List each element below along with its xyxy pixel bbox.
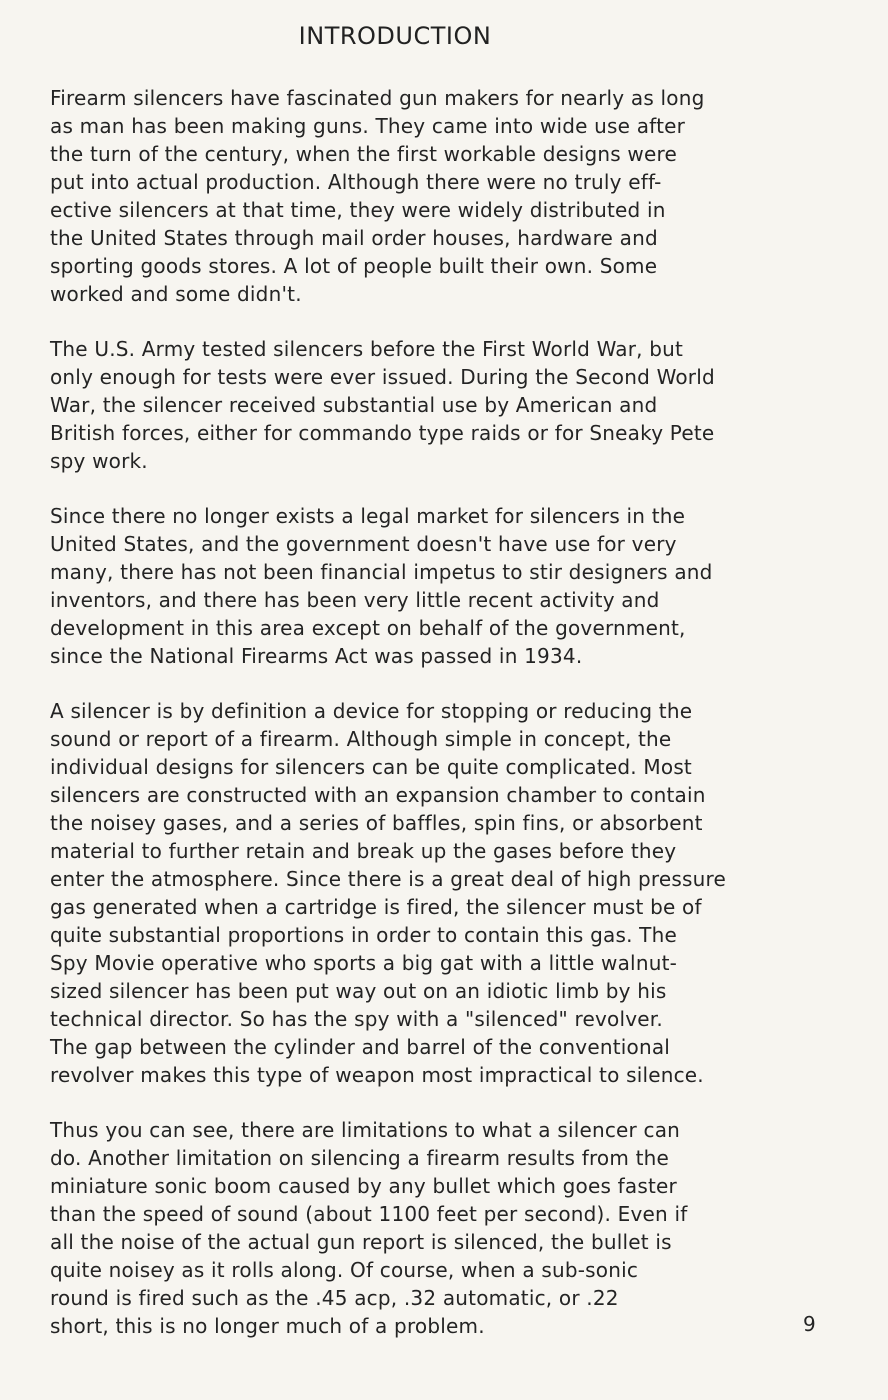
text-line: War, the silencer received substantial use by American and xyxy=(50,393,658,417)
text-line: The U.S. Army tested silencers before the First World War, but xyxy=(50,337,684,361)
page-title: INTRODUCTION xyxy=(298,22,492,50)
text-line: gas generated when a cartridge is fired, the silencer must be of xyxy=(50,895,702,919)
text-line: revolver makes this type of weapon most impractical to silence. xyxy=(50,1063,704,1087)
text-line: British forces, either for commando type raids or for Sneaky Pete xyxy=(50,421,715,445)
text-line: only enough for tests were ever issued. During the Second World xyxy=(50,365,715,389)
text-line: material to further retain and break up the gases before they xyxy=(50,839,677,863)
body-text xyxy=(50,84,850,1367)
text-line: silencers are constructed with an expansion chamber to contain xyxy=(50,783,706,807)
paragraph-3 xyxy=(50,502,850,670)
text-line: inventors, and there has been very little recent activity and xyxy=(50,588,660,612)
text-line: as man has been making guns. They came into wide use after xyxy=(50,114,686,138)
text-line: spy work. xyxy=(50,449,148,473)
paragraph-1 xyxy=(50,84,850,308)
paragraph-5 xyxy=(50,1116,850,1340)
text-line: the noisey gases, and a series of baffles, spin fins, or absorbent xyxy=(50,811,703,835)
text-line: technical director. So has the spy with a "silenced" revolver. xyxy=(50,1007,663,1031)
page-number: 9 xyxy=(803,1312,816,1336)
text-line: do. Another limitation on silencing a firearm results from the xyxy=(50,1146,670,1170)
text-line: sound or report of a firearm. Although simple in concept, the xyxy=(50,727,672,751)
text-line: United States, and the government doesn't have use for very xyxy=(50,532,677,556)
text-line: sporting goods stores. A lot of people built their own. Some xyxy=(50,254,658,278)
text-line: sized silencer has been put way out on an idiotic limb by his xyxy=(50,979,667,1003)
text-line: A silencer is by definition a device for stopping or reducing the xyxy=(50,699,693,723)
text-line: put into actual production. Although there were no truly eff- xyxy=(50,170,662,194)
text-line: the turn of the century, when the first workable designs were xyxy=(50,142,677,166)
text-line: than the speed of sound (about 1100 feet per second). Even if xyxy=(50,1202,688,1226)
text-line: Firearm silencers have fascinated gun makers for nearly as long xyxy=(50,86,705,110)
text-line: ective silencers at that time, they were widely distributed in xyxy=(50,198,666,222)
text-line: many, there has not been financial impetus to stir designers and xyxy=(50,560,713,584)
text-line: Thus you can see, there are limitations to what a silencer can xyxy=(50,1118,681,1142)
text-line: short, this is no longer much of a problem. xyxy=(50,1314,485,1338)
text-line: Spy Movie operative who sports a big gat with a little walnut- xyxy=(50,951,678,975)
text-line: worked and some didn't. xyxy=(50,282,302,306)
text-line: all the noise of the actual gun report is silenced, the bullet is xyxy=(50,1230,672,1254)
text-line: The gap between the cylinder and barrel of the conventional xyxy=(50,1035,671,1059)
text-line: round is fired such as the .45 acp, .32 automatic, or .22 xyxy=(50,1286,619,1310)
text-line: the United States through mail order houses, hardware and xyxy=(50,226,658,250)
text-line: quite substantial proportions in order to contain this gas. The xyxy=(50,923,677,947)
paragraph-4 xyxy=(50,697,850,1089)
text-line: enter the atmosphere. Since there is a great deal of high pressure xyxy=(50,867,726,891)
text-line: quite noisey as it rolls along. Of course, when a sub-sonic xyxy=(50,1258,639,1282)
text-line: individual designs for silencers can be quite complicated. Most xyxy=(50,755,692,779)
text-line: miniature sonic boom caused by any bullet which goes faster xyxy=(50,1174,677,1198)
text-line: development in this area except on behalf of the government, xyxy=(50,616,686,640)
text-line: since the National Firearms Act was passed in 1934. xyxy=(50,644,583,668)
text-line: Since there no longer exists a legal market for silencers in the xyxy=(50,504,686,528)
paragraph-2 xyxy=(50,335,850,475)
